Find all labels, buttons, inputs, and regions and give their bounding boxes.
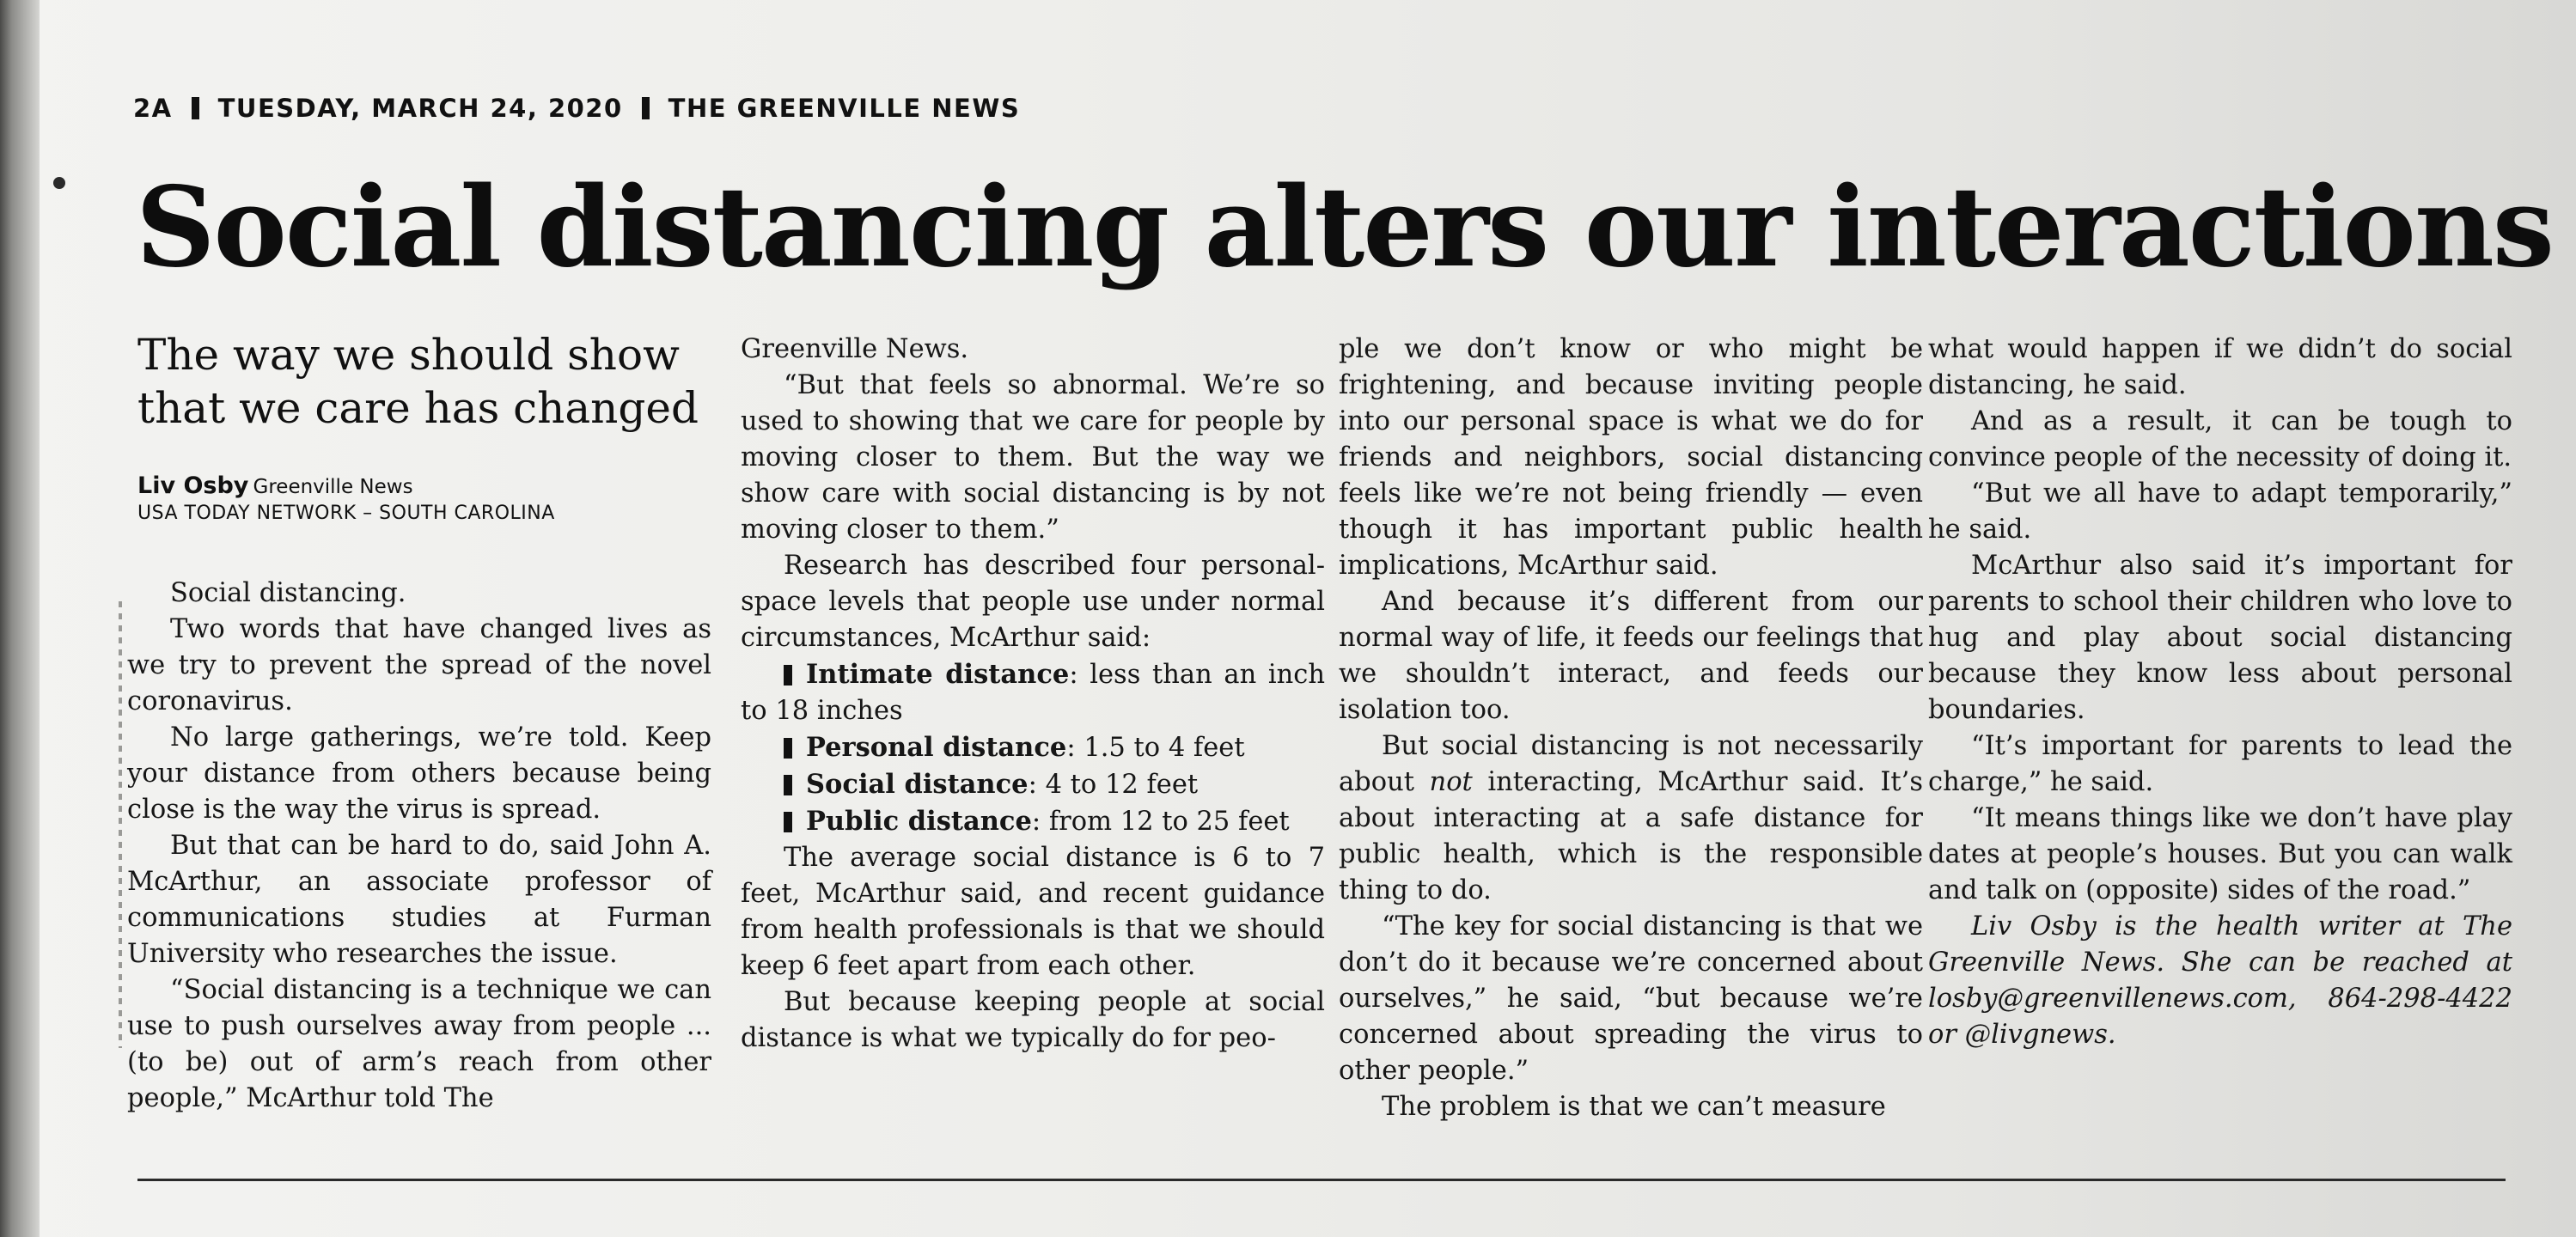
paragraph: McArthur also said it’s important for parents to school their children who love to hug and play about social distancing because they know less about personal boundaries. [1928, 551, 2512, 725]
paragraph: “Social distancing is a technique we can use to push ourselves away from people ... (to be) out of arm’s reach from other people,” McArthur told The [127, 975, 711, 1113]
paragraph: Social distancing. [170, 578, 406, 608]
bullet-item [741, 803, 1325, 840]
paragraph: “But we all have to adapt temporarily,” he said. [1928, 478, 2512, 545]
author-signoff: Liv Osby is the health writer at The Greenville News. She can be reached at losby@greenvillenews.com, 864-298-4422 or @livgnews. [1928, 911, 2512, 1050]
paragraph: “The key for social distancing is that we don’t do it because we’re concerned about ourselves,” he said, “but because we’re concerned about spreading the virus to other people.” [1339, 911, 1923, 1086]
bullet-marker [784, 665, 792, 686]
bullet-marker [784, 812, 792, 832]
bullet-term: Public distance [806, 806, 1032, 837]
perforation-edge [119, 601, 122, 1048]
paragraph: No large gatherings, we’re told. Keep your distance from others because being close is the way the virus is spread. [127, 722, 711, 825]
separator-bar [192, 97, 199, 119]
paragraph: “It means things like we don’t have play dates at people’s houses. But you can walk and talk on (opposite) sides of the road.” [1928, 803, 2512, 905]
bullet-marker [784, 738, 792, 759]
emphasis-text: not [1429, 767, 1473, 797]
bullet-item [741, 656, 1325, 729]
author-org: Greenville News [253, 476, 413, 498]
paper-name: THE GREENVILLE NEWS [668, 94, 1021, 123]
paragraph: But that can be hard to do, said John A. McArthur, an associate professor of communications studies at Furman University who researches the issue. [127, 831, 711, 969]
separator-bar [642, 97, 650, 119]
bottom-rule [137, 1179, 2506, 1181]
article-column-3 [1339, 332, 1923, 1125]
paragraph: And as a result, it can be tough to convince people of the necessity of doing it. [1928, 406, 2512, 472]
bullet-item [741, 729, 1325, 766]
bullet-marker [784, 775, 792, 795]
paragraph: The average social distance is 6 to 7 feet, McArthur said, and recent guidance from health professionals is that we should keep 6 feet apart from each other. [741, 843, 1325, 981]
paragraph: what would happen if we didn’t do social distancing, he said. [1928, 334, 2512, 400]
author-network: USA TODAY NETWORK – SOUTH CAROLINA [137, 503, 555, 524]
issue-date: TUESDAY, MARCH 24, 2020 [217, 94, 623, 123]
paragraph: Greenville News. [741, 334, 969, 364]
bullet-desc: : from 12 to 25 feet [1031, 807, 1290, 837]
page-dateline [133, 91, 1020, 125]
bullet-desc: : 4 to 12 feet [1028, 770, 1199, 800]
bullet-item [741, 766, 1325, 803]
paragraph: “But that feels so abnormal. We’re so used to showing that we care for people by moving closer to them. But the way we show care with social distancing is by not moving closer to them.” [741, 370, 1325, 545]
paragraph [1339, 728, 1923, 909]
paragraph: Research has described four personal-space levels that people use under normal circumstances, McArthur said: [741, 551, 1325, 653]
article-column-1 [127, 576, 711, 1117]
author-name: Liv Osby [137, 472, 249, 499]
paragraph: “It’s important for parents to lead the charge,” he said. [1928, 731, 2512, 797]
paragraph: The problem is that we can’t measure [1382, 1092, 1886, 1122]
paragraph: But because keeping people at social distance is what we typically do for peo- [741, 987, 1325, 1053]
paragraph: ple we don’t know or who might be frightening, and because inviting people into our personal space is what we do for friends and neighbors, social distancing feels like we’re not being friendly — even though it has important public health implications, McArthur said. [1339, 334, 1923, 581]
byline [137, 472, 705, 524]
bullet-term: Intimate distance [806, 659, 1070, 690]
article-subheadline: The way we should show that we care has changed [137, 330, 699, 433]
paragraph: Two words that have changed lives as we try to prevent the spread of the novel coronavirus. [127, 614, 711, 716]
article-column-4 [1928, 332, 2512, 1053]
bullet-desc: : less than an inch to 18 inches [741, 660, 1325, 726]
article-column-2 [741, 332, 1325, 1057]
page-fold-shadow [0, 0, 40, 1237]
text-run: interacting, McArthur said. It’s about interacting at a safe distance for public health, which is the responsible thing to do. [1339, 767, 1923, 905]
text-run: But social distancing is not necessarily about [1339, 731, 1923, 797]
article-headline: Social distancing alters our interactions [136, 163, 2553, 292]
punch-mark [53, 177, 65, 189]
bullet-desc: : 1.5 to 4 feet [1066, 733, 1245, 763]
page-number: 2A [133, 94, 173, 123]
paragraph: And because it’s different from our normal way of life, it feeds our feelings that we shouldn’t interact, and feeds our isolation too. [1339, 587, 1923, 725]
bullet-term: Social distance [806, 769, 1029, 800]
bullet-term: Personal distance [806, 732, 1067, 763]
